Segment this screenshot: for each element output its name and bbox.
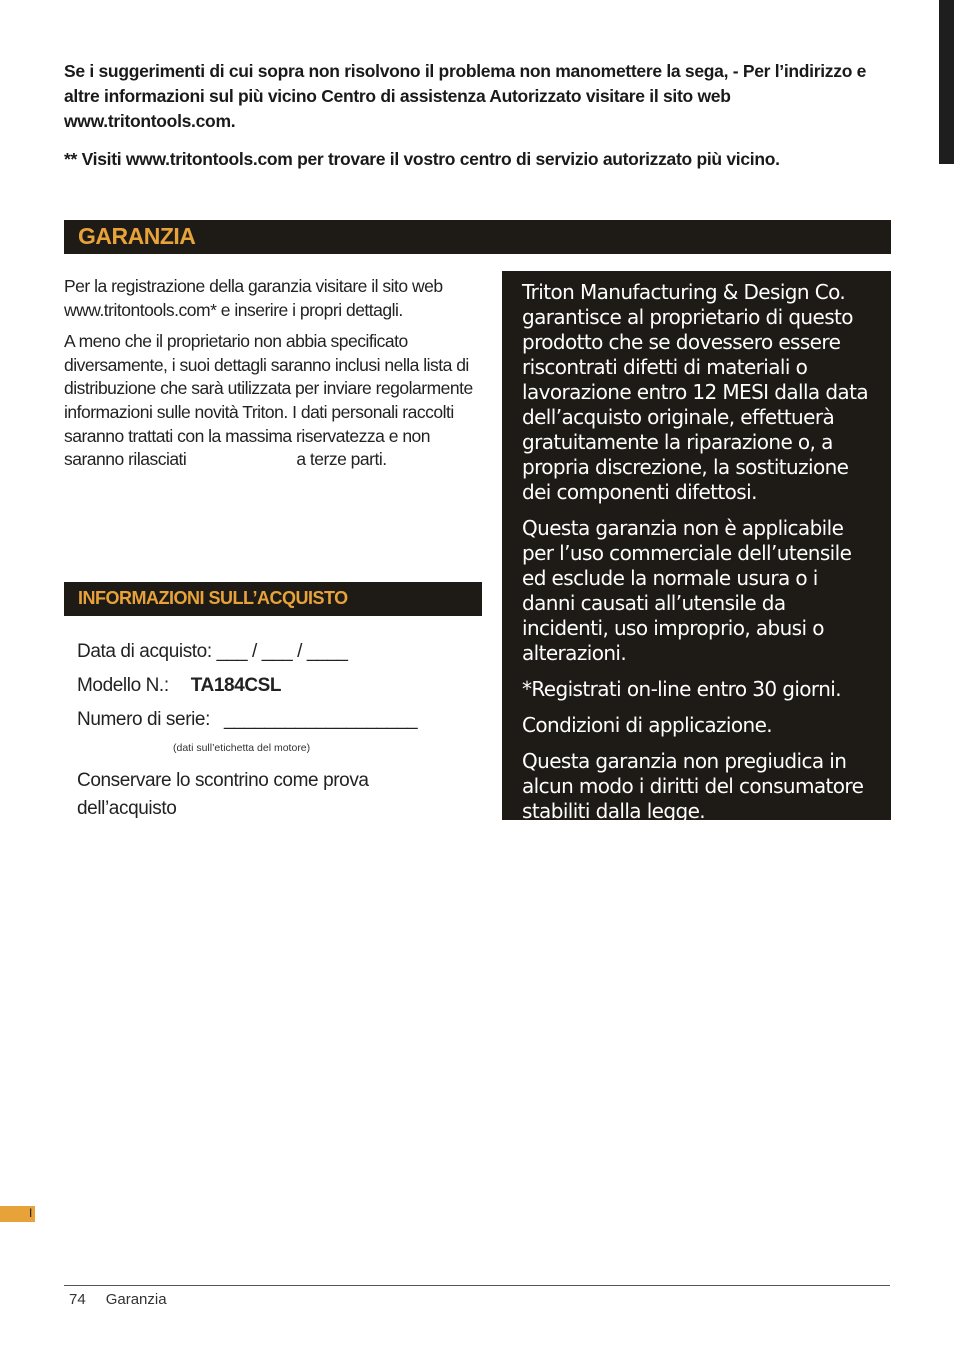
registration-text bbox=[64, 275, 482, 480]
page-footer bbox=[69, 1291, 167, 1308]
section-title: GARANZIA bbox=[78, 223, 196, 249]
privacy-text: A meno che il proprietario non abbia specificato diversamente, i suoi dettagli saranno inclusi nella lista di distribuzione che sarà utilizzata per inviare regolarmente informazioni sulle novità Triton. I dati personali raccolti saranno trattati con la massima riservatezza e non saranno rilasciati bbox=[64, 331, 473, 470]
model-value: TA184CSL bbox=[190, 675, 282, 696]
warranty-paragraph-4: Condizioni di applicazione. bbox=[522, 713, 773, 737]
serial-label: Numero di serie: bbox=[77, 709, 210, 730]
model-label: Modello N.: bbox=[77, 675, 169, 696]
privacy-paragraph bbox=[64, 330, 482, 472]
footer-divider bbox=[64, 1285, 890, 1286]
side-edge-bar bbox=[939, 0, 954, 164]
warranty-paragraph-1: Triton Manufacturing & Design Co. garantisce al proprietario di questo prodotto che se dovessero essere riscontrati difetti di materiali o lavorazione entro 12 MESI dalla data dell’acquisto originale, effettuerà gratuitamente la riparazione o, a propria discrezione, la sostituzione dei componenti difettosi. bbox=[522, 280, 868, 504]
privacy-tail: a terze parti. bbox=[296, 449, 387, 470]
footer-section-name: Garanzia bbox=[105, 1291, 167, 1308]
intro-paragraph-1: Se i suggerimenti di cui sopra non risolvono il problema non manomettere la sega, - Per l’indirizzo e altre informazioni sul più vicino Centro di assistenza Autorizzato visitare il sito web www.tritontools.com. bbox=[64, 61, 867, 131]
section-header bbox=[64, 220, 891, 254]
purchase-info-title: INFORMAZIONI SULL’ACQUISTO bbox=[78, 588, 348, 608]
serial-number-row bbox=[77, 709, 417, 731]
purchase-date-field: Data di acquisto: ___ / ___ / ____ bbox=[77, 641, 348, 662]
purchase-info-header bbox=[64, 582, 482, 616]
warranty-paragraph-2: Questa garanzia non è applicabile per l’uso commerciale dell’utensile ed esclude la normale usura o i danni causati all’utensile da incidenti, uso improprio, abusi o alterazioni. bbox=[522, 516, 852, 665]
intro-paragraph-2: ** Visiti www.tritontools.com per trovare il vostro centro di servizio autorizzato più vicino. bbox=[64, 149, 780, 169]
language-tab bbox=[0, 1206, 35, 1222]
registration-paragraph: Per la registrazione della garanzia visitare il sito web www.tritontools.com* e inserire i propri dettagli. bbox=[64, 276, 443, 320]
language-tab-label: I bbox=[29, 1206, 33, 1220]
warranty-paragraph-5: Questa garanzia non pregiudica in alcun modo i diritti del consumatore stabiliti dalla legge. bbox=[522, 749, 864, 823]
warranty-paragraph-3: *Registrati on-line entro 30 giorni. bbox=[522, 677, 841, 701]
model-number-row bbox=[77, 675, 281, 697]
serial-blank-line: ___________________ bbox=[223, 709, 418, 730]
warranty-terms-box bbox=[502, 271, 891, 823]
serial-note: (dati sull’etichetta del motore) bbox=[173, 742, 311, 754]
page-number: 74 bbox=[69, 1291, 86, 1308]
keep-receipt-note: Conservare lo scontrino come prova dell’acquisto bbox=[77, 770, 369, 819]
